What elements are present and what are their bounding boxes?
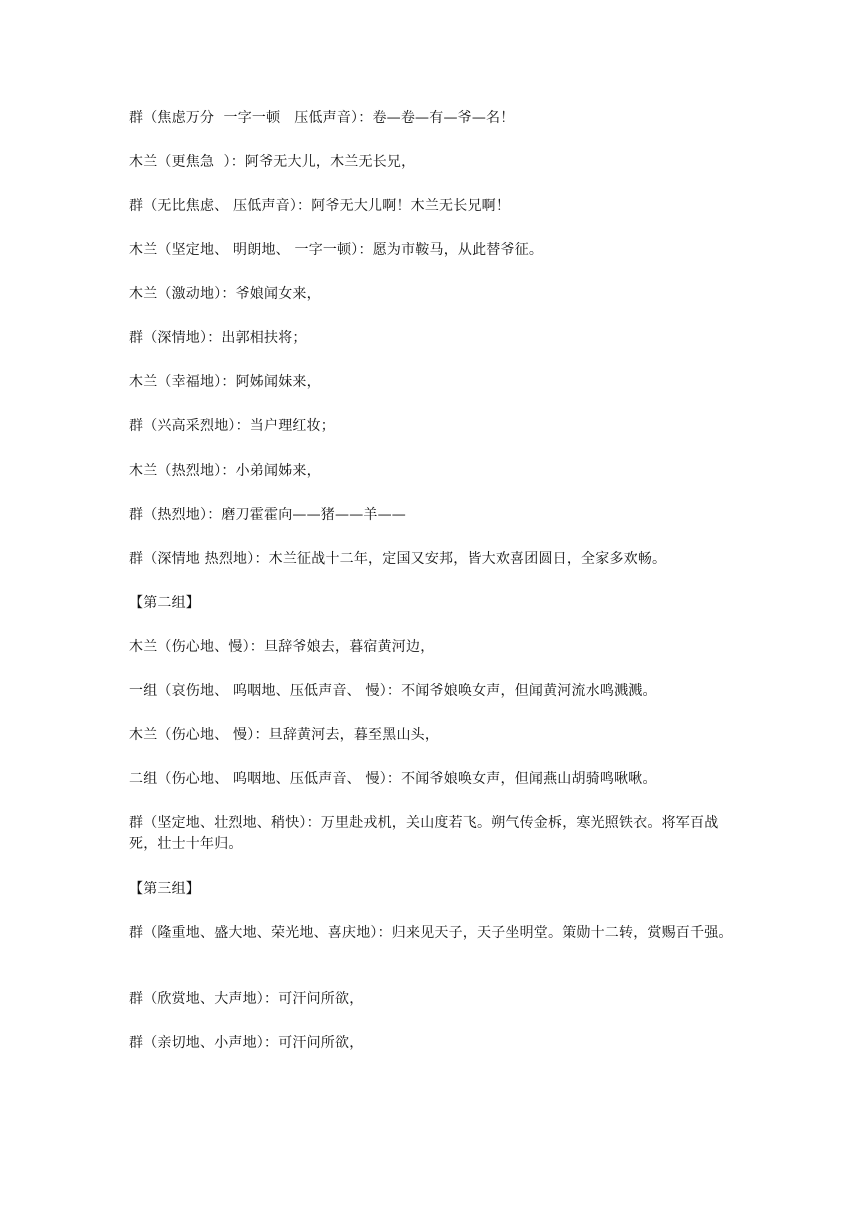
- script-line: 木兰（伤心地、慢）：旦辞爷娘去，暮宿黄河边，: [129, 639, 435, 655]
- script-line: 群（无比焦虑、 压低声音）：阿爷无大儿啊！木兰无长兄啊！: [129, 198, 511, 214]
- script-line: 木兰（坚定地、 明朗地、 一字一顿）：愿为市鞍马，从此替爷征。: [129, 242, 544, 258]
- script-line: 一组（哀伤地、 呜咽地、压低声音、 慢）：不闻爷娘唤女声，但闻黄河流水鸣溅溅。: [129, 683, 657, 699]
- script-line: 群（亲切地、小声地）：可汗问所欲，: [129, 1035, 364, 1051]
- script-line: 群（坚定地、壮烈地、稍快）：万里赴戎机，关山度若飞。朔气传金柝，寒光照铁衣。将军百战死，壮士十年归。: [129, 815, 719, 852]
- script-line: 群（兴高采烈地）：当户理红妆；: [129, 418, 335, 434]
- script-line: 二组（伤心地、 呜咽地、压低声音、 慢）：不闻爷娘唤女声，但闻燕山胡骑鸣啾啾。: [129, 771, 657, 787]
- script-line: 木兰（更焦急 ）：阿爷无大儿，木兰无长兄，: [129, 154, 416, 170]
- script-line: 木兰（激动地）：爷娘闻女来，: [129, 286, 321, 302]
- script-line: 群（热烈地）：磨刀霍霍向——猪——羊——: [129, 507, 406, 523]
- script-line: 群（深情地 热烈地）：木兰征战十二年，定国又安邦，皆大欢喜团圆日，全家多欢畅。: [129, 551, 667, 567]
- script-line: 群（隆重地、盛大地、荣光地、喜庆地）：归来见天子，天子坐明堂。策勋十二转，赏赐百千强。: [129, 925, 733, 941]
- script-line: 木兰（热烈地）：小弟闻姊来，: [129, 463, 321, 479]
- script-line: 木兰（幸福地）：阿姊闻妹来，: [129, 374, 321, 390]
- section-heading: 【第三组】: [129, 881, 200, 897]
- script-line: 木兰（伤心地、 慢）：旦辞黄河去，暮至黑山头，: [129, 727, 440, 743]
- script-line: 群（焦虑万分 一字一顿 压低声音）：卷—卷—有—爷—名！: [129, 110, 515, 126]
- script-line: 群（欣赏地、大声地）：可汗问所欲，: [129, 991, 364, 1007]
- script-line: 群（深情地）：出郭相扶将；: [129, 330, 307, 346]
- section-heading: 【第二组】: [129, 595, 200, 611]
